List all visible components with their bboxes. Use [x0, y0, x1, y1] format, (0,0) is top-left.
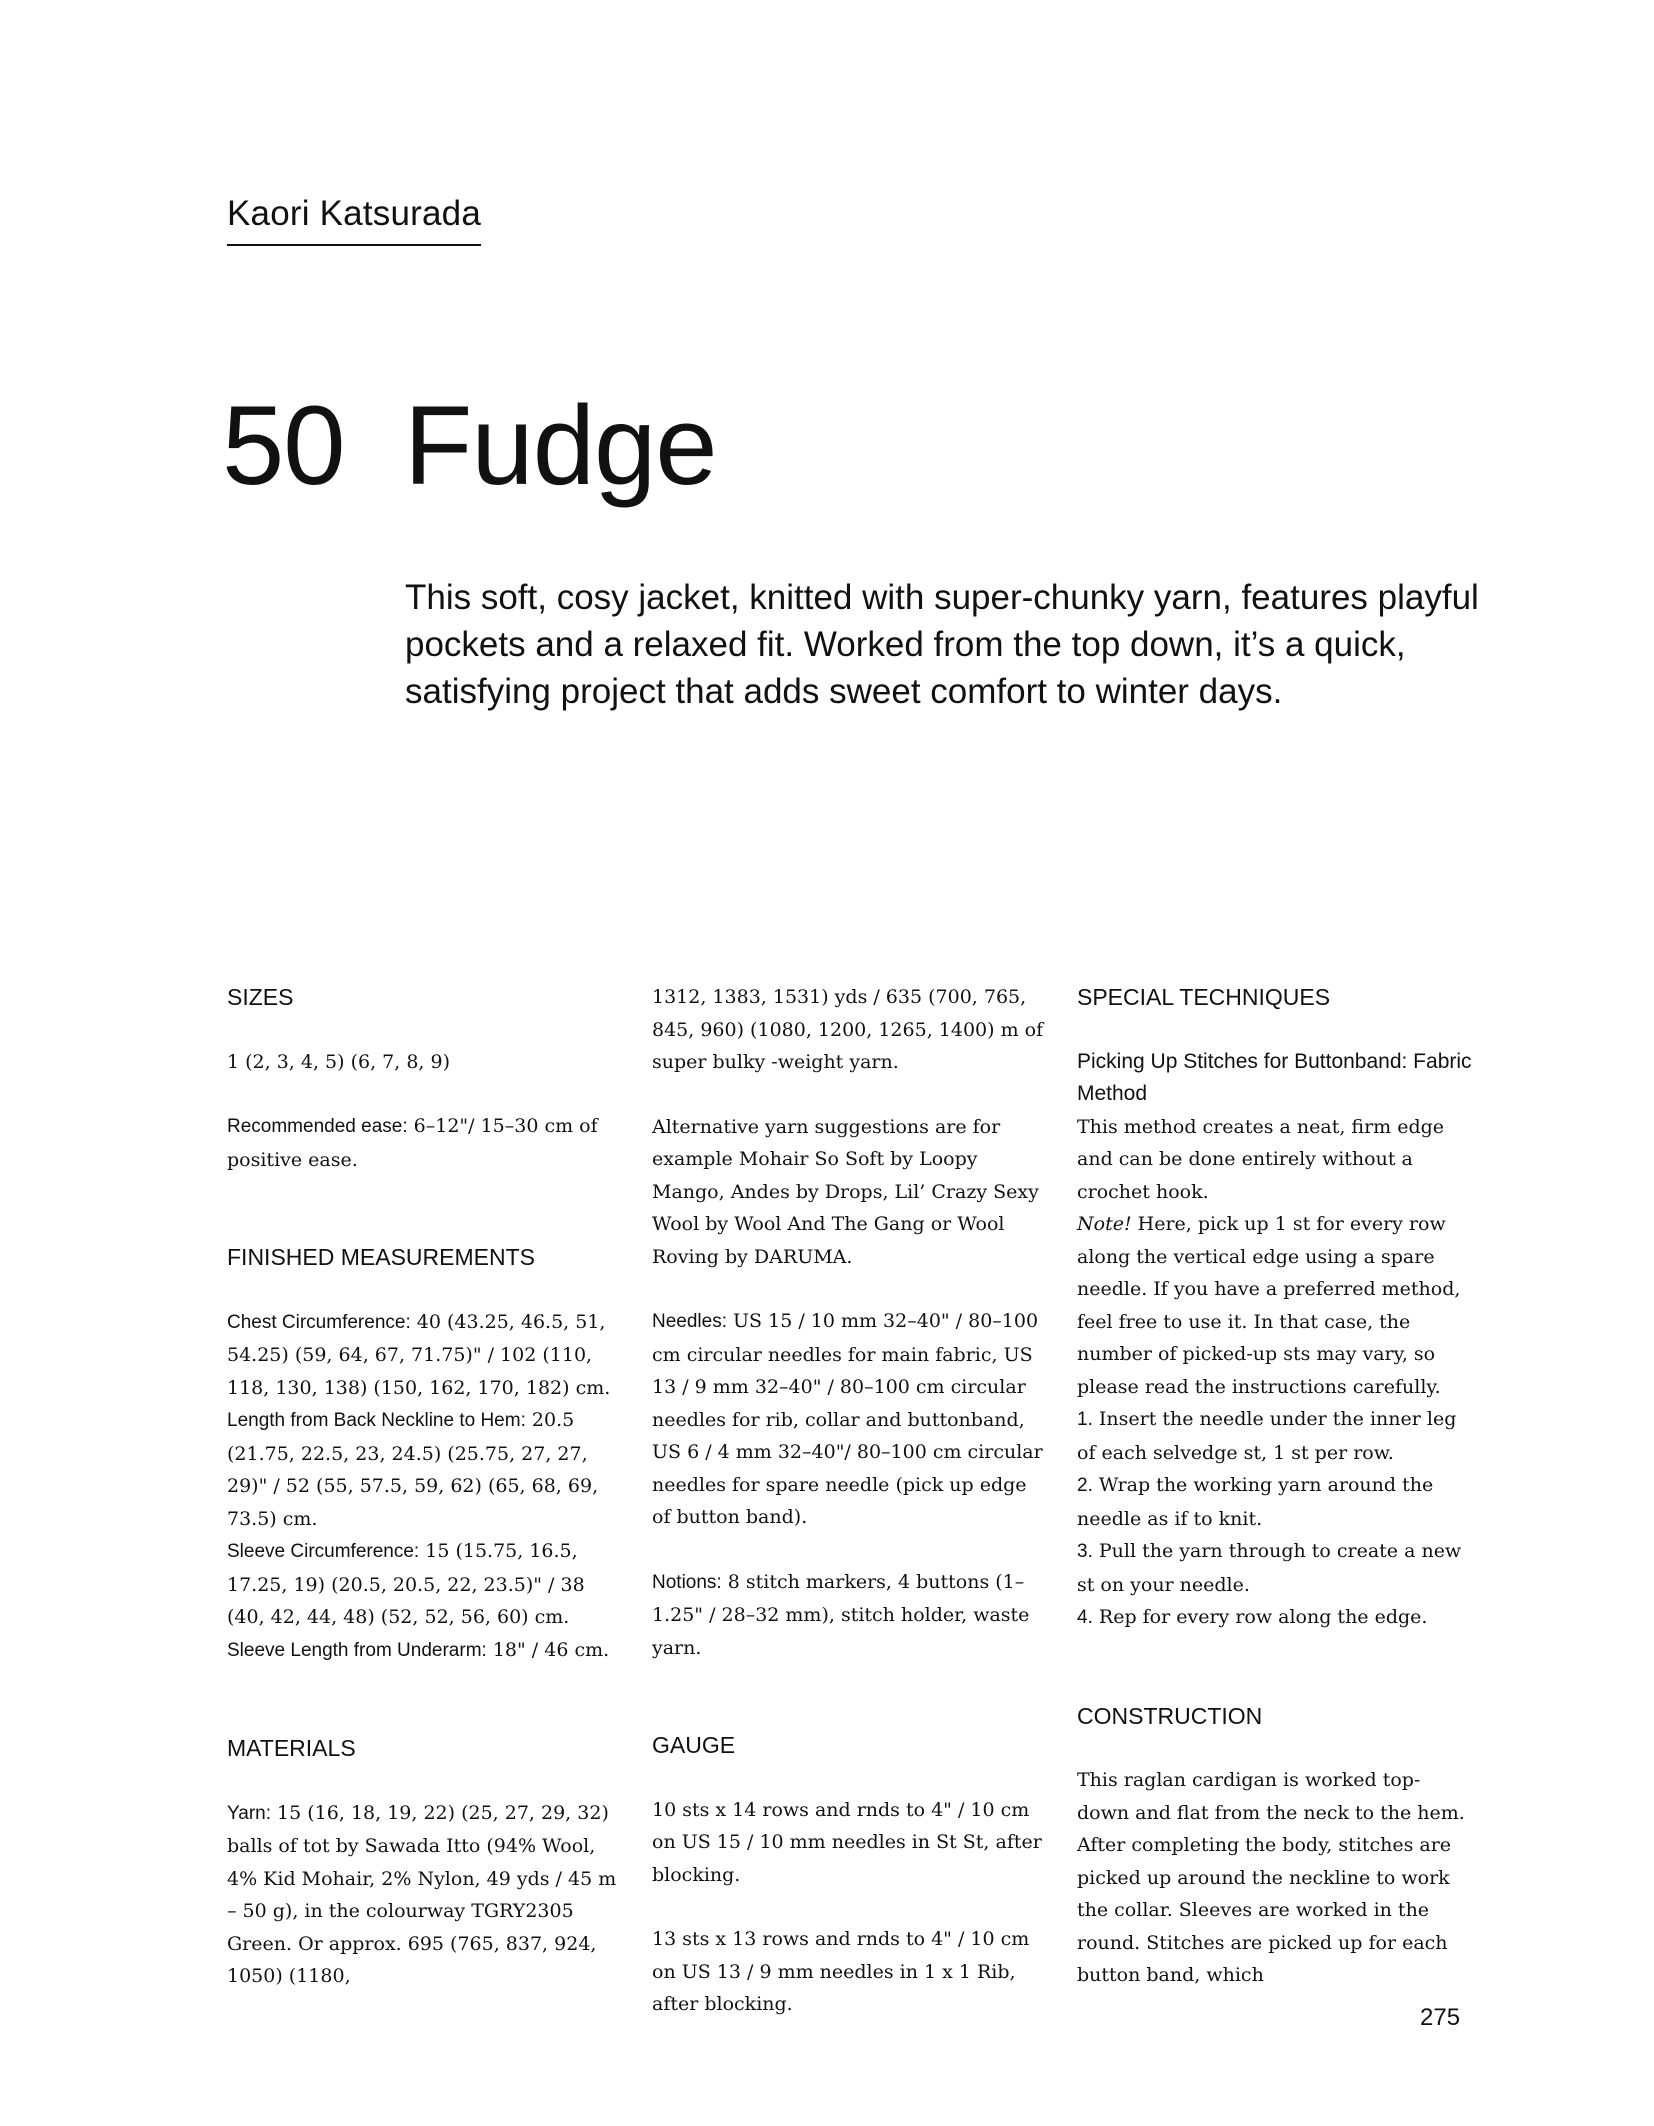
column-2 — [652, 981, 1044, 2021]
step-number: 1. — [1077, 1409, 1093, 1430]
measure-length — [227, 1404, 617, 1535]
column-1 — [227, 981, 617, 1993]
measure-sleeve-circ — [227, 1535, 617, 1634]
needles-paragraph — [652, 1305, 1044, 1534]
special-intro: This method creates a neat, firm edge and can be done entirely without a crochet hook. — [1077, 1115, 1445, 1203]
step-number: 2. — [1077, 1475, 1093, 1496]
note-label: Note! — [1077, 1213, 1132, 1235]
pattern-name: Fudge — [404, 383, 717, 508]
measure-label: Chest Circumference: — [227, 1311, 411, 1333]
measure-label: Sleeve Length from Underarm: — [227, 1639, 487, 1661]
step-number: 3. — [1077, 1541, 1093, 1562]
step-text: Insert the needle under the inner leg of each selvedge st, 1 st per row. — [1077, 1408, 1457, 1464]
gauge-line-1: 10 sts x 14 rows and rnds to 4" / 10 cm on US 15 / 10 mm needles in St St, after blocking. — [652, 1798, 1042, 1886]
measure-chest — [227, 1306, 617, 1405]
measure-text: 40 (43.25, 46.5, 51, 54.25) (59, 64, 67, 71.75)" / 102 (110, 118, 130, 138) (150, 162, 170, 182) cm. — [227, 1310, 611, 1399]
sizes-heading: SIZES — [227, 984, 294, 1010]
measure-text: 18" / 46 cm. — [486, 1638, 610, 1661]
special-note — [1077, 1208, 1472, 1403]
step-number: 4. — [1077, 1607, 1093, 1628]
yarn-continued: 1312, 1383, 1531) yds / 635 (700, 765, 845, 960) (1080, 1200, 1265, 1400) m of super bulky -weight yarn. — [652, 986, 1044, 1073]
pattern-title — [222, 383, 717, 508]
page-number: 275 — [1420, 2004, 1461, 2031]
notions-paragraph — [652, 1566, 1044, 1665]
step-3 — [1077, 1535, 1472, 1601]
yarn-text: 15 (16, 18, 19, 22) (25, 27, 29, 32) balls of tot by Sawada Itto (94% Wool, 4% Kid Mohair, 2% Nylon, 49 yds / 45 m – 50 g), in the colourway TGRY2305 Green. Or approx. 695 (765, 837, 924, 1050) (1180, — [227, 1801, 617, 1987]
construction-heading: CONSTRUCTION — [1077, 1702, 1263, 1729]
note-text: Here, pick up 1 st for every row along the vertical edge using a spare needle. If you have a preferred method, feel free to use it. In that case, the number of picked-up sts may vary, so please read the instructions carefully. — [1077, 1213, 1461, 1398]
notions-text: 8 stitch markers, 4 buttons (1–1.25" / 28–32 mm), stitch holder, waste yarn. — [652, 1570, 1030, 1659]
yarn-label: Yarn: — [227, 1802, 272, 1824]
step-1 — [1077, 1403, 1472, 1469]
yarn-paragraph — [227, 1797, 617, 1993]
finished-heading: FINISHED MEASUREMENTS — [227, 1244, 535, 1270]
step-text: Wrap the working yarn around the needle as if to knit. — [1077, 1474, 1434, 1530]
step-text: Rep for every row along the edge. — [1092, 1606, 1428, 1628]
measure-label: Sleeve Circumference: — [227, 1541, 420, 1562]
gauge-heading: GAUGE — [652, 1732, 736, 1758]
measure-text: 15 (15.75, 16.5, 17.25, 19) (20.5, 20.5, 22, 23.5)" / 38 (40, 42, 44, 48) (52, 52, 56, 60) cm. — [227, 1540, 585, 1628]
column-3 — [1077, 981, 1472, 1992]
special-heading: SPECIAL TECHNIQUES — [1077, 984, 1331, 1010]
author-name: Kaori Katsurada — [227, 194, 481, 246]
ease-text: 6–12"/ 15–30 cm of positive ease. — [227, 1115, 598, 1171]
needles-label: Needles: — [652, 1311, 727, 1332]
ease-label: Recommended ease: — [227, 1116, 408, 1137]
step-2 — [1077, 1469, 1472, 1535]
special-subheading: Picking Up Stitches for Buttonband: Fabric Method — [1077, 1049, 1472, 1105]
measure-sleeve-length — [227, 1634, 617, 1668]
construction-text: This raglan cardigan is worked top-down and flat from the neck to the hem. After completing the body, stitches are picked up around the neckline to work the collar. Sleeves are worked in the round. Stitches are picked up for each button band, which — [1077, 1769, 1465, 1986]
step-text: Pull the yarn through to create a new st on your needle. — [1077, 1540, 1462, 1596]
needles-text: US 15 / 10 mm 32–40" / 80–100 cm circular needles for main fabric, US 13 / 9 mm 32–40" / 80–100 cm circular needles for rib, collar and buttonband, US 6 / 4 mm 32–40"/ 80–100 cm circular needles for spare needle (pick up edge of button band). — [652, 1310, 1043, 1528]
step-4 — [1077, 1601, 1472, 1635]
intro-paragraph: This soft, cosy jacket, knitted with super-chunky yarn, features playful pockets and a relaxed fit. Worked from the top down, it’s a quick, satisfying project that adds sweet comfort to winter days. — [405, 578, 1479, 711]
notions-label: Notions: — [652, 1571, 722, 1593]
materials-heading: MATERIALS — [227, 1735, 356, 1761]
measure-text: 20.5 (21.75, 22.5, 23, 24.5) (25.75, 27, 27, 29)" / 52 (55, 57.5, 59, 62) (65, 68, 69, 73.5) cm. — [227, 1409, 599, 1530]
ease-paragraph — [227, 1110, 617, 1176]
sizes-values: 1 (2, 3, 4, 5) (6, 7, 8, 9) — [227, 1050, 450, 1073]
gauge-line-2: 13 sts x 13 rows and rnds to 4" / 10 cm on US 13 / 9 mm needles in 1 x 1 Rib, after blocking. — [652, 1928, 1030, 2015]
measure-label: Length from Back Neckline to Hem: — [227, 1410, 526, 1431]
alternative-yarn: Alternative yarn suggestions are for example Mohair So Soft by Loopy Mango, Andes by Drops, Lil’ Crazy Sexy Wool by Wool And The Gang or Wool Roving by DARUMA. — [652, 1115, 1039, 1268]
pattern-number: 50 — [222, 383, 345, 508]
